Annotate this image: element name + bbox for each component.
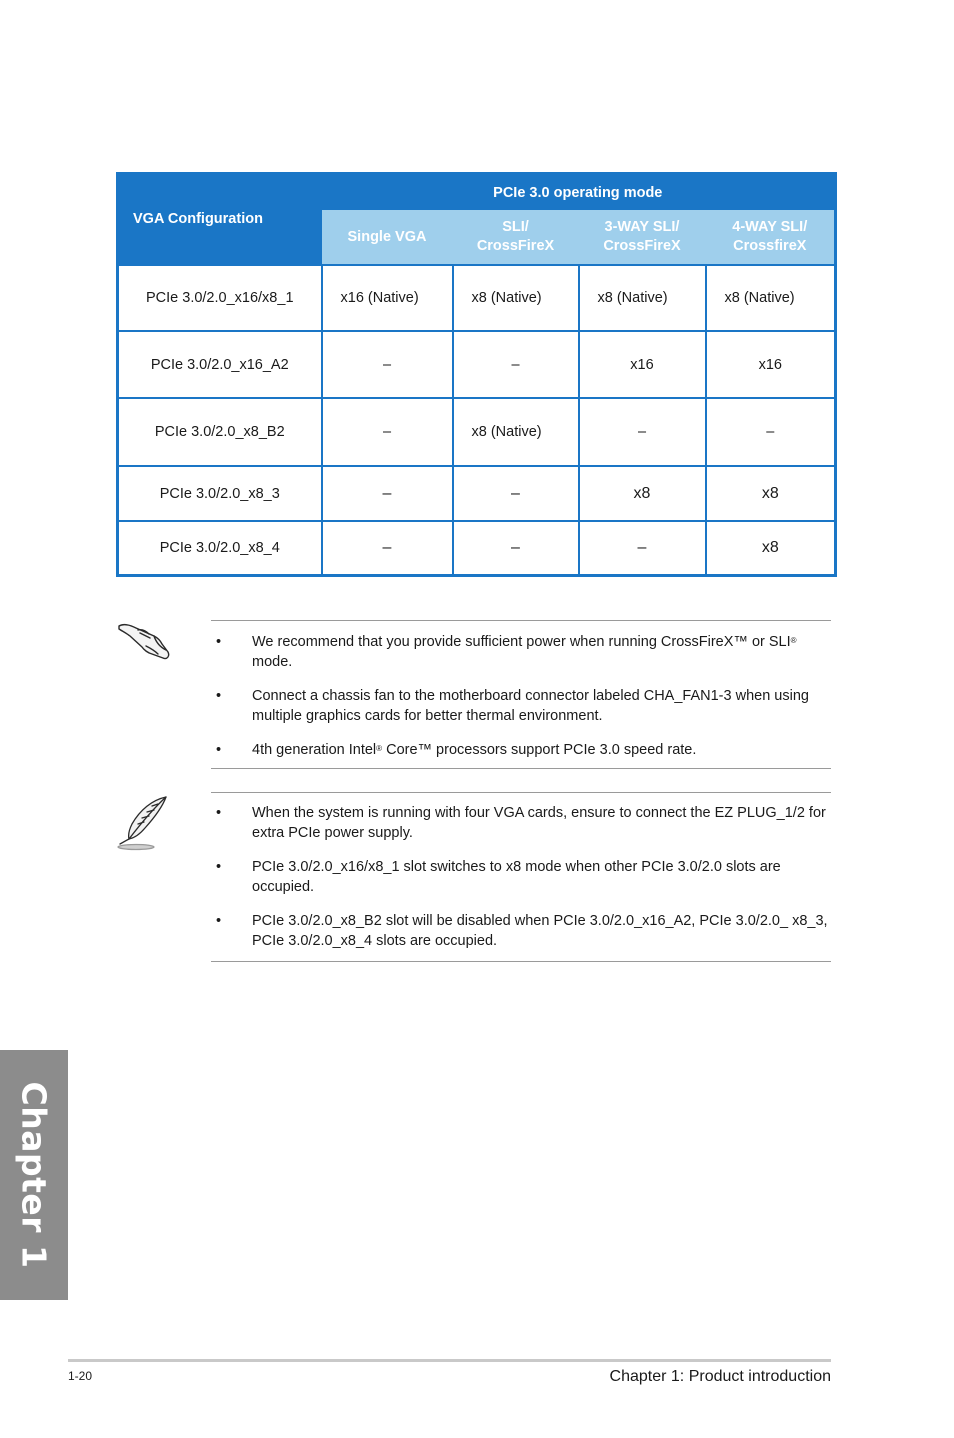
registered-mark: ® (790, 636, 797, 645)
note-text: We recommend that you provide sufficient power when running CrossFireX™ or SLI (252, 634, 791, 650)
header-single-vga (322, 210, 453, 265)
header-sli-line1: SLI/ (502, 219, 529, 235)
header-4way-line2: CrossfireX (733, 238, 807, 254)
chapter-side-tab (0, 1050, 68, 1300)
hand-icon (116, 620, 172, 662)
slot-name-cell: PCIe 3.0/2.0_x8_4 (118, 521, 322, 576)
header-3way-line2: CrossFireX (603, 238, 681, 254)
header-sli-crossfirex (453, 210, 579, 265)
header-3way-sli-crossfirex (579, 210, 706, 265)
slot-name-cell: PCIe 3.0/2.0_x8_3 (118, 466, 322, 521)
bullet: • (216, 859, 222, 875)
bullet: • (216, 742, 222, 758)
header-3way-line1: 3-WAY SLI/ (604, 219, 680, 235)
header-4way-sli-crossfirex (706, 210, 836, 265)
list-item (211, 740, 831, 760)
mode-cell: x16 (706, 331, 836, 398)
bullet: • (216, 913, 222, 929)
chapter-tab-label: Chapter 1 (14, 1081, 54, 1269)
registered-mark: ® (376, 744, 383, 753)
list-item (211, 911, 831, 951)
note-text: PCIe 3.0/2.0_x16/x8_1 slot switches to x8 mode when other PCIe 3.0/2.0 slots are occupied. (252, 859, 781, 895)
slot-name-cell: PCIe 3.0/2.0_x16/x8_1 (118, 265, 322, 331)
table-row (118, 265, 836, 331)
mode-cell: – (322, 331, 453, 398)
slot-name-cell: PCIe 3.0/2.0_x16_A2 (118, 331, 322, 398)
header-vga-configuration: VGA Configuration (118, 174, 322, 266)
mode-cell: – (322, 398, 453, 466)
mode-cell: – (453, 521, 579, 576)
header-sli-line2: CrossFireX (476, 238, 555, 254)
vga-configuration-table (116, 172, 837, 577)
list-item (211, 686, 831, 726)
mode-cell: x8 (Native) (579, 265, 706, 331)
note-text-tail: Core™ processors support PCIe 3.0 speed rate. (382, 742, 697, 758)
mode-cell: – (453, 331, 579, 398)
bullet: • (216, 805, 222, 821)
mode-cell: – (322, 466, 453, 521)
note-text: 4th generation Intel (252, 742, 377, 758)
feather-pen-icon (114, 794, 174, 852)
note-text: PCIe 3.0/2.0_x8_B2 slot will be disabled when PCIe 3.0/2.0_x16_A2, PCIe 3.0/2.0_ x8_3, PCIe 3.0/2.0_x8_4 slots are occupied. (252, 913, 828, 949)
footer-chapter-title: Chapter 1: Product introduction (609, 1368, 831, 1385)
mode-cell: – (706, 398, 836, 466)
bullet: • (216, 688, 222, 704)
list-item (211, 632, 831, 672)
header-4way-line1: 4-WAY SLI/ (732, 219, 808, 235)
mode-cell: x16 (579, 331, 706, 398)
mode-cell: – (579, 521, 706, 576)
page-number: 1-20 (68, 1369, 93, 1383)
info-notes (211, 792, 831, 962)
note-text: Connect a chassis fan to the motherboard connector labeled CHA_FAN1-3 when using multiple graphics cards for better thermal environment. (252, 688, 809, 724)
slot-name-cell: PCIe 3.0/2.0_x8_B2 (118, 398, 322, 466)
bullet: • (216, 634, 222, 650)
table-row (118, 398, 836, 466)
mode-cell: x8 (Native) (453, 265, 579, 331)
header-pcie-operating-mode: PCIe 3.0 operating mode (322, 174, 836, 211)
mode-cell: x16 (Native) (322, 265, 453, 331)
note-text-tail: mode. (252, 654, 293, 670)
note-text: When the system is running with four VGA cards, ensure to connect the EZ PLUG_1/2 for extra PCIe power supply. (252, 805, 826, 841)
warning-notes (211, 620, 831, 769)
mode-cell: x8 (579, 466, 706, 521)
list-item (211, 857, 831, 897)
mode-cell: x8 (Native) (706, 265, 836, 331)
list-item (211, 803, 831, 843)
mode-cell: x8 (706, 466, 836, 521)
mode-cell: – (453, 466, 579, 521)
footer-divider (68, 1359, 831, 1362)
table-row (118, 331, 836, 398)
table-row (118, 521, 836, 576)
table-row (118, 466, 836, 521)
mode-cell: x8 (Native) (453, 398, 579, 466)
mode-cell: – (579, 398, 706, 466)
mode-cell: – (322, 521, 453, 576)
header-single-vga-label: Single VGA (347, 228, 427, 245)
mode-cell: x8 (706, 521, 836, 576)
